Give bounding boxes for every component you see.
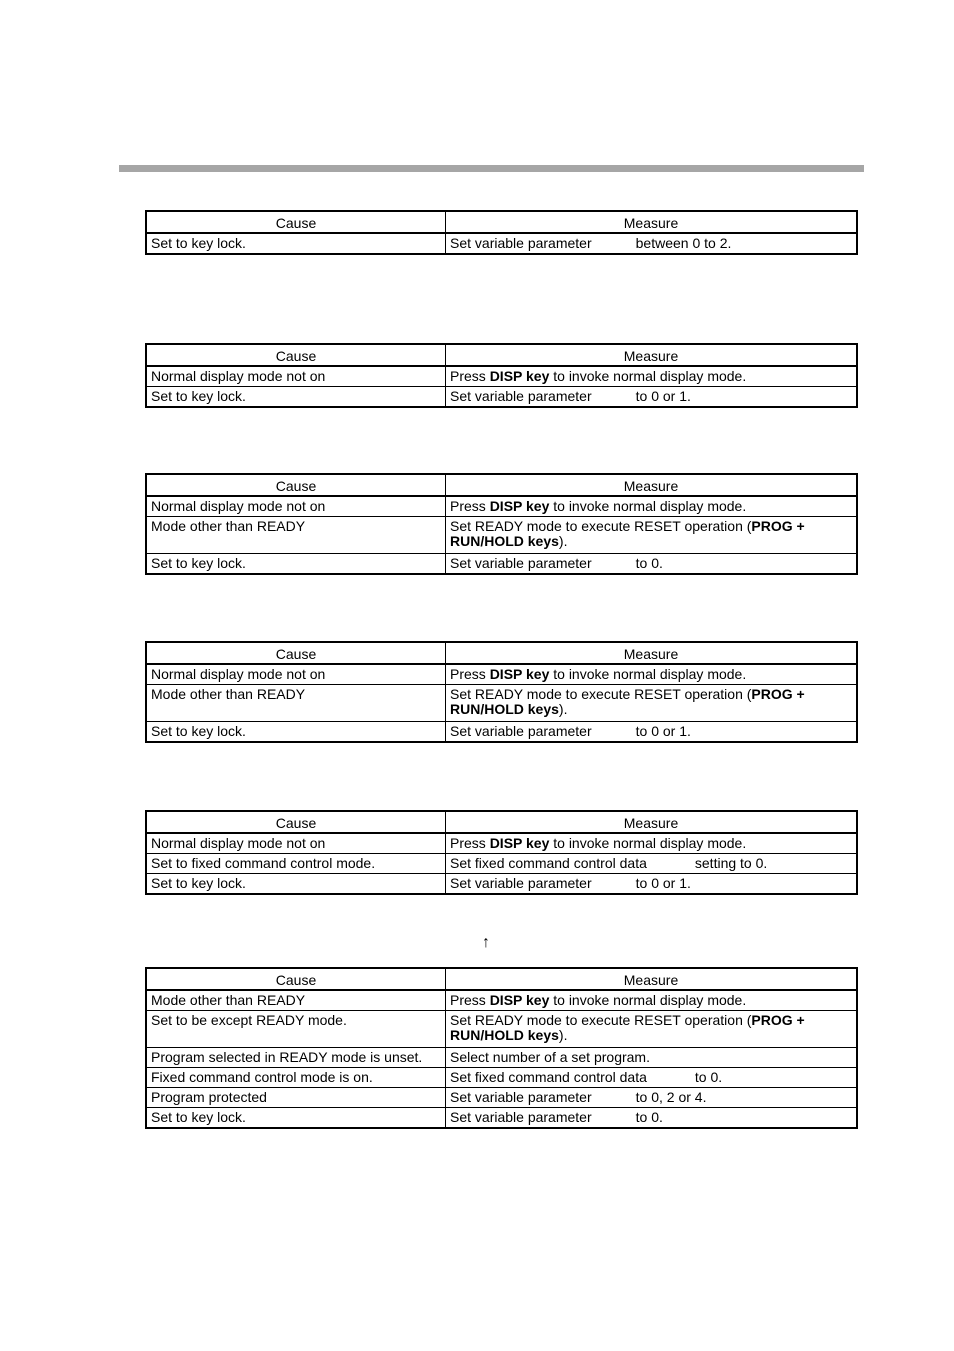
table-row <box>146 387 857 408</box>
measure-cell: Set variable parameter to 0 or 1. <box>446 722 858 743</box>
measure-cell: Set fixed command control data to 0. <box>446 1068 858 1088</box>
table-row <box>146 554 857 575</box>
measure-cell: Press DISP key to invoke normal display mode. <box>446 833 858 854</box>
up-arrow-icon: ↑ <box>482 934 490 951</box>
cause-cell: Program selected in READY mode is unset. <box>146 1048 446 1068</box>
table-header <box>146 344 857 366</box>
measure-cell: Press DISP key to invoke normal display mode. <box>446 664 858 685</box>
table-row <box>146 1048 857 1068</box>
measure-cell: Set READY mode to execute RESET operation (PROG + RUN/HOLD keys). <box>446 1011 858 1048</box>
header-measure: Measure <box>446 474 858 496</box>
table-5 <box>145 810 858 895</box>
cause-cell: Fixed command control mode is on. <box>146 1068 446 1088</box>
measure-cell: Set variable parameter to 0 or 1. <box>446 874 858 895</box>
table-row <box>146 1088 857 1108</box>
measure-cell: Press DISP key to invoke normal display mode. <box>446 366 858 387</box>
measure-cell: Set READY mode to execute RESET operation (PROG + RUN/HOLD keys). <box>446 685 858 722</box>
header-measure: Measure <box>446 211 858 233</box>
table-6 <box>145 967 858 1129</box>
header-cause: Cause <box>146 211 446 233</box>
table-2 <box>145 343 858 408</box>
cause-cell: Set to key lock. <box>146 722 446 743</box>
table-4 <box>145 641 858 743</box>
table-row <box>146 874 857 895</box>
table-row <box>146 366 857 387</box>
cause-cell: Program protected <box>146 1088 446 1108</box>
table-1 <box>145 210 858 255</box>
cause-cell: Set to key lock. <box>146 874 446 895</box>
table-header <box>146 642 857 664</box>
measure-cell: Set variable parameter to 0. <box>446 1108 858 1129</box>
cause-cell: Normal display mode not on <box>146 366 446 387</box>
table-header <box>146 474 857 496</box>
measure-cell: Press DISP key to invoke normal display mode. <box>446 496 858 517</box>
measure-cell: Set variable parameter to 0 or 1. <box>446 387 858 408</box>
header-cause: Cause <box>146 344 446 366</box>
table-row <box>146 496 857 517</box>
header-measure: Measure <box>446 968 858 990</box>
cause-cell: Normal display mode not on <box>146 833 446 854</box>
table-row <box>146 722 857 743</box>
table-row <box>146 1068 857 1088</box>
cause-cell: Set to be except READY mode. <box>146 1011 446 1048</box>
cause-cell: Set to fixed command control mode. <box>146 854 446 874</box>
measure-cell: Set variable parameter to 0, 2 or 4. <box>446 1088 858 1108</box>
table-row <box>146 1011 857 1048</box>
header-measure: Measure <box>446 344 858 366</box>
measure-cell: Set fixed command control data setting to 0. <box>446 854 858 874</box>
header-cause: Cause <box>146 968 446 990</box>
cause-cell: Set to key lock. <box>146 387 446 408</box>
cause-cell: Normal display mode not on <box>146 496 446 517</box>
table-row <box>146 833 857 854</box>
table-header <box>146 211 857 233</box>
table-header <box>146 968 857 990</box>
header-cause: Cause <box>146 642 446 664</box>
cause-cell: Mode other than READY <box>146 685 446 722</box>
table-row <box>146 517 857 554</box>
cause-cell: Normal display mode not on <box>146 664 446 685</box>
table-row <box>146 854 857 874</box>
table-header <box>146 811 857 833</box>
table-3 <box>145 473 858 575</box>
cause-cell: Set to key lock. <box>146 554 446 575</box>
measure-cell: Set variable parameter to 0. <box>446 554 858 575</box>
measure-cell: Set variable parameter between 0 to 2. <box>446 233 858 254</box>
measure-cell: Set READY mode to execute RESET operation (PROG + RUN/HOLD keys). <box>446 517 858 554</box>
header-measure: Measure <box>446 642 858 664</box>
header-measure: Measure <box>446 811 858 833</box>
measure-cell: Press DISP key to invoke normal display mode. <box>446 990 858 1011</box>
cause-cell: Set to key lock. <box>146 233 446 254</box>
table-row <box>146 990 857 1011</box>
table-row <box>146 685 857 722</box>
top-rule <box>119 165 864 172</box>
cause-cell: Set to key lock. <box>146 1108 446 1129</box>
cause-cell: Mode other than READY <box>146 517 446 554</box>
table-row <box>146 233 857 254</box>
measure-cell: Select number of a set program. <box>446 1048 858 1068</box>
table-row <box>146 664 857 685</box>
header-cause: Cause <box>146 811 446 833</box>
header-cause: Cause <box>146 474 446 496</box>
table-row <box>146 1108 857 1129</box>
cause-cell: Mode other than READY <box>146 990 446 1011</box>
